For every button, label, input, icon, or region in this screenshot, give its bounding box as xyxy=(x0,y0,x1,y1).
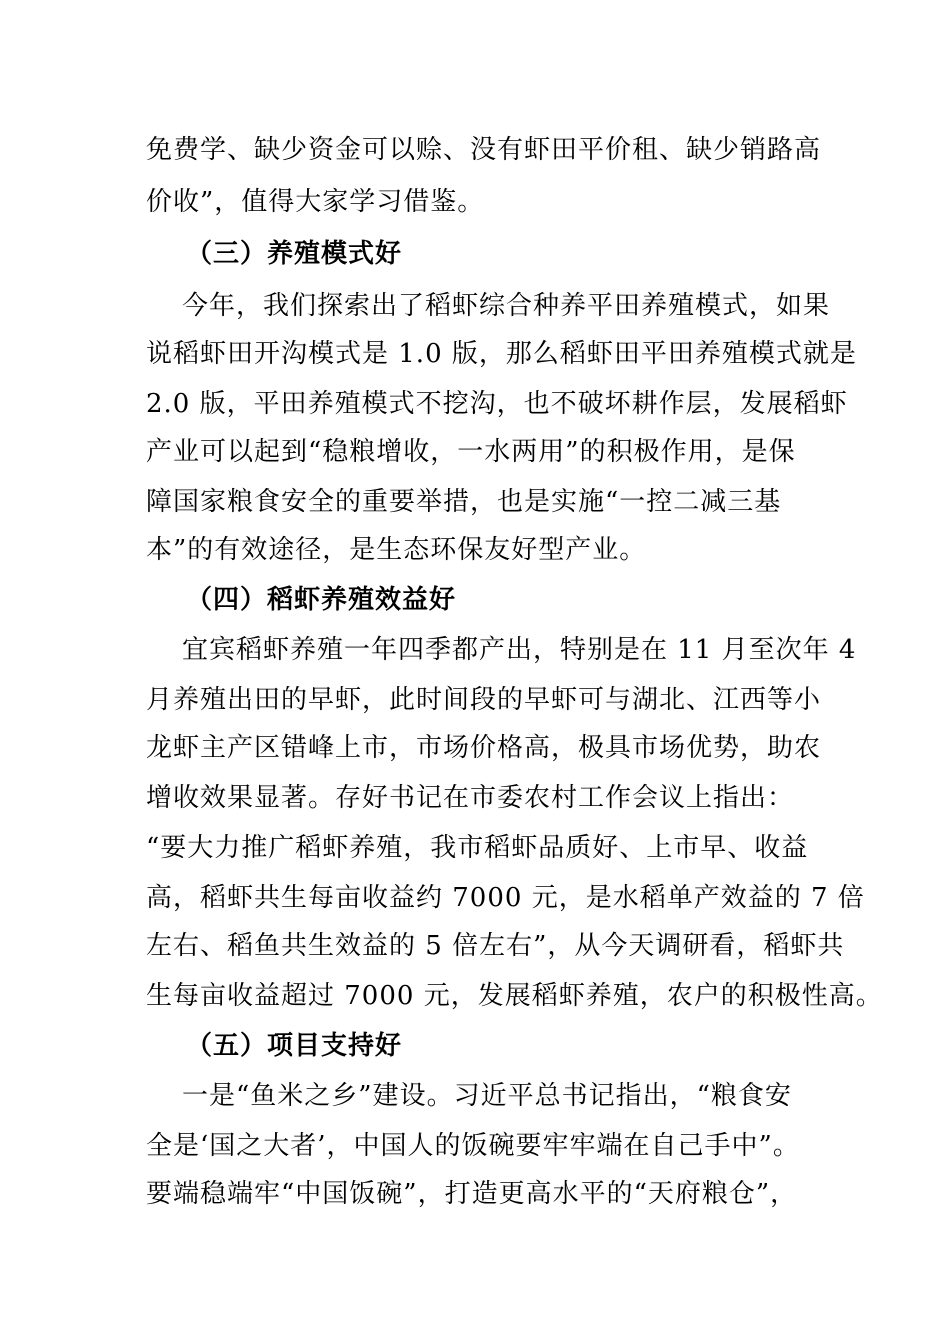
body-line-7: 产业可以起到“稳粮增收，一水两用”的积极作用，是保 xyxy=(146,437,796,467)
body-line-17: 左右、稻鱼共生效益的 5 倍左右”，从今天调研看，稻虾共 xyxy=(146,931,845,961)
body-line-8: 障国家粮食安全的重要举措，也是实施“一控二减三基 xyxy=(146,487,782,517)
body-line-16: 高，稻虾共生每亩收益约 7000 元，是水稻单产效益的 7 倍 xyxy=(146,883,865,913)
body-line-1: 免费学、缺少资金可以赊、没有虾田平价租、缺少销路高 xyxy=(146,135,822,165)
body-line-15: “要大力推广稻虾养殖，我市稻虾品质好、上市早、收益 xyxy=(146,833,809,863)
body-line-13: 龙虾主产区错峰上市，市场价格高，极具市场优势，助农 xyxy=(146,733,822,763)
body-line-11: 宜宾稻虾养殖一年四季都产出，特别是在 11 月至次年 4 xyxy=(182,635,857,665)
body-line-20: 一是“鱼米之乡”建设。习近平总书记指出，“粮食安 xyxy=(182,1081,792,1111)
body-line-18: 生每亩收益超过 7000 元，发展稻虾养殖，农户的积极性高。 xyxy=(146,981,883,1011)
section-heading-3: （三）养殖模式好 xyxy=(186,239,403,269)
body-line-6: 2.0 版，平田养殖模式不挖沟，也不破坏耕作层，发展稻虾 xyxy=(146,389,848,419)
body-line-14: 增收效果显著。存好书记在市委农村工作会议上指出： xyxy=(146,783,795,813)
body-line-4: 今年，我们探索出了稻虾综合种养平田养殖模式，如果 xyxy=(182,291,831,321)
section-heading-4: （四）稻虾养殖效益好 xyxy=(186,585,457,615)
body-line-9: 本”的有效途径，是生态环保友好型产业。 xyxy=(146,535,647,565)
body-line-5: 说稻虾田开沟模式是 1.0 版，那么稻虾田平田养殖模式就是 xyxy=(146,339,857,369)
body-line-21: 全是‘国之大者’，中国人的饭碗要牢牢端在自己手中”。 xyxy=(146,1131,800,1161)
body-line-12: 月养殖出田的早虾，此时间段的早虾可与湖北、江西等小 xyxy=(146,685,822,715)
body-line-22: 要端稳端牢“中国饭碗”，打造更高水平的“天府粮仓”， xyxy=(146,1179,798,1209)
section-heading-5: （五）项目支持好 xyxy=(186,1031,403,1061)
body-line-2: 价收”，值得大家学习借鉴。 xyxy=(146,187,485,217)
